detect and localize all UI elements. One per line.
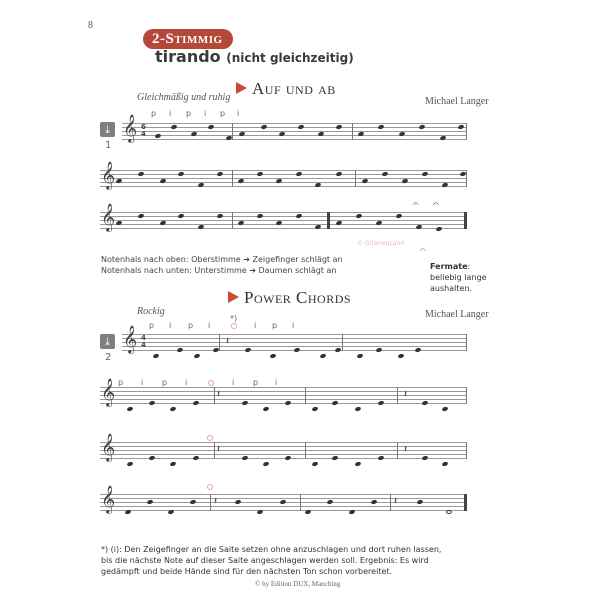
treble-clef-icon: 𝄞 (123, 325, 138, 353)
fermata-icon: 𝄐 (413, 199, 419, 210)
watermark: © GitarrenLand (357, 240, 405, 247)
section-subtitle (155, 47, 354, 66)
treble-clef-icon: 𝄞 (101, 485, 116, 513)
time-signature: 4 4 (141, 334, 146, 349)
staff-system-4: 𝄞 4 4 𝄽 (122, 334, 467, 351)
fingering: i (204, 109, 207, 118)
copyright: © by Edition DUX, Manching (255, 580, 341, 588)
time-signature: 6 4 (141, 123, 146, 138)
fingering: i (185, 378, 188, 387)
example-number: 1 (105, 140, 112, 151)
treble-clef-icon: 𝄞 (101, 161, 116, 189)
legend-line: Notenhals nach oben: Oberstimme ➔ Zeigefinger schlägt an (101, 255, 343, 264)
page-number: 8 (88, 20, 93, 31)
staff-system-6: 𝄞 𝄽 𝄽 (100, 442, 467, 459)
fingering: i (254, 321, 257, 330)
section-badge: 2-Stimmig (143, 29, 233, 49)
piece2-tempo: Rockig (137, 306, 165, 317)
subtitle-small: (nicht gleichzeitig) (226, 51, 354, 65)
footnote-marker: *) (230, 314, 238, 323)
fingering: i (275, 378, 278, 387)
triangle-icon (236, 82, 247, 94)
piece1-title-text: Auf und ab (252, 79, 336, 98)
fermata-symbol-icon: 𝄐 (420, 245, 426, 256)
muted-finger-marker (207, 484, 213, 490)
fingering: p (220, 109, 226, 118)
example-number: 2 (105, 352, 112, 363)
fingering: i (292, 321, 295, 330)
muted-finger-marker (208, 380, 214, 386)
fingering: p (186, 109, 192, 118)
fingering: p (162, 378, 168, 387)
fingering: p (188, 321, 194, 330)
fingering: p (149, 321, 155, 330)
staff-system-1 (122, 114, 467, 142)
piece1-composer: Michael Langer (425, 96, 489, 107)
fermata-explanation: Fermate: beliebig lange aushalten. (430, 262, 487, 293)
piece1-tempo: Gleichmäßig und ruhig (137, 92, 231, 103)
staff-system-3 (100, 199, 467, 231)
treble-clef-icon: 𝄞 (101, 433, 116, 461)
download-icon[interactable]: ⤓ (100, 334, 115, 349)
staff-system-2 (100, 161, 467, 189)
fermata-label: Fermate (430, 262, 468, 271)
fingering: p (253, 378, 259, 387)
staff-system-5: 𝄞 𝄽 𝄽 (100, 387, 467, 404)
piece1-title (236, 79, 336, 99)
treble-clef-icon: 𝄞 (101, 203, 116, 231)
treble-clef-icon: 𝄞 (101, 378, 116, 406)
piece2-composer: Michael Langer (425, 309, 489, 320)
fingering: i (141, 378, 144, 387)
fingering: i (169, 321, 172, 330)
piece2-title (228, 288, 351, 308)
download-icon[interactable]: ⤓ (100, 122, 115, 137)
stem-legend (101, 254, 343, 276)
staff-system-7: 𝄞 𝄽 𝄽 (100, 494, 467, 511)
fingering: p (151, 109, 157, 118)
footnote: *) (i): Den Zeigefinger an die Saite setzen ohne anzuschlagen und dort ruhen lassen, bis die nächste Note auf dieser Saite angeschlagen werden soll. Ergebnis: Es wird gedämpft und beide Hände sind für den nächsten Ton schon vorbereitet. (101, 545, 442, 576)
fingering: i (237, 109, 240, 118)
muted-finger-marker (207, 435, 213, 441)
fingering: p (118, 378, 124, 387)
treble-clef-icon: 𝄞 (123, 114, 138, 142)
fingering: p (272, 321, 278, 330)
fingering: i (208, 321, 211, 330)
piece2-title-text: Power Chords (244, 288, 352, 307)
subtitle-main: tirando (155, 47, 221, 66)
fingering: i (232, 378, 235, 387)
legend-line: Notenhals nach unten: Unterstimme ➔ Daumen schlägt an (101, 266, 337, 275)
fermata-icon: 𝄐 (433, 199, 439, 210)
triangle-icon (228, 291, 239, 303)
muted-finger-marker (231, 323, 237, 329)
fingering: i (169, 109, 172, 118)
